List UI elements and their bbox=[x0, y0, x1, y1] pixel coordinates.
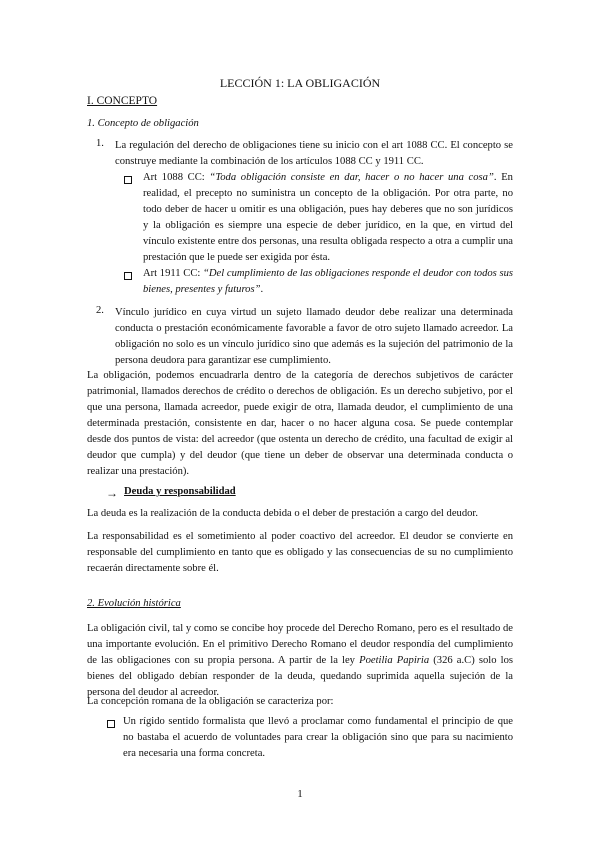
checkbox-bullet-icon bbox=[107, 720, 115, 728]
arrow-right-icon: → bbox=[106, 486, 118, 500]
paragraph-concepcion: La concepción romana de la obligación se caracteriza por: bbox=[87, 696, 334, 707]
list-number-2: 2. bbox=[96, 305, 104, 316]
paragraph-obligacion: La obligación, podemos encuadrarla dentro de la categoría de derechos subjetivos de carácter patrimonial, llamados derechos de crédito o derechos de obligación. Es un derecho subjetivo, por el que una persona, llamada acreedor, puede exigir de otra, llamada deudor, el cumplimiento de una determinada prestación, consistente en dar, hacer o no hacer alguna cosa. Se puede contemplar desde dos puntos de vista: del acreedor (que ostenta un derecho de crédito, una facultad de exigir al deudor que cumpla) y del deudor (que tiene un deber de observar una determinada conducta o realizar una prestación). bbox=[87, 370, 513, 477]
page-number: 1 bbox=[297, 788, 303, 800]
checkbox-bullet-icon bbox=[124, 176, 132, 184]
paragraph-responsabilidad: La responsabilidad es el sometimiento al poder coactivo del acreedor. El deudor se convierte en responsable del cumplimiento en tanto que es obligado y las consecuencias de su no cumplimiento recaerán directamente sobre él. bbox=[87, 531, 513, 574]
paragraph-deuda: La deuda es la realización de la conducta debida o el deber de prestación a cargo del deudor. bbox=[87, 508, 479, 519]
subheading-evolucion-historica: 2. Evolución histórica bbox=[87, 598, 181, 609]
list-item-1-text: La regulación del derecho de obligaciones tiene su inicio con el art 1088 CC. El concepto se construye mediante la combinación de los artículos 1088 CC y 1911 CC. bbox=[115, 140, 513, 167]
deuda-responsabilidad-heading: Deuda y responsabilidad bbox=[124, 486, 236, 497]
paragraph-historia: La obligación civil, tal y como se concibe hoy procede del Derecho Romano, pero es el resultado de una importante evolución. En el primitivo Derecho Romano el deudor respondía del cumplimiento de las obligaciones con su propia persona. A partir de la ley Poetilia Papiria (326 a.C) solo los bienes del obligado debían responder de la deuda, quedando suprimida aquella sujeción de la persona del deudor al acreedor. bbox=[87, 623, 513, 698]
bullet-formalismo: Un rígido sentido formalista que llevó a proclamar como fundamental el principio de que no bastaba el acuerdo de voluntades para crear la obligación sino que para su nacimiento era necesaria una forma concreta. bbox=[123, 716, 513, 759]
section-heading-concepto: I. CONCEPTO bbox=[87, 95, 158, 107]
bullet-art-1911: Art 1911 CC: “Del cumplimiento de las obligaciones responde el deudor con todos sus bienes, presentes y futuros”. bbox=[143, 268, 514, 295]
list-item-2-text: Vínculo jurídico en cuya virtud un sujeto llamado deudor debe realizar una determinada conducta o prestación económicamente favorable a favor de otro sujeto llamado acreedor. La obligación no solo es un vínculo jurídico sino que además es la sujeción del patrimonio de la persona deudora para garantizar ese cumplimiento. bbox=[115, 307, 513, 366]
subheading-concepto-obligacion: 1. Concepto de obligación bbox=[87, 118, 199, 129]
page-title: LECCIÓN 1: LA OBLIGACIÓN bbox=[219, 76, 381, 90]
list-number-1: 1. bbox=[96, 138, 104, 149]
checkbox-bullet-icon bbox=[124, 272, 132, 280]
bullet-art-1088: Art 1088 CC: “Toda obligación consiste en dar, hacer o no hacer una cosa”. En realidad, el precepto no suministra un concepto de la obligación. Por otra parte, no todo deber de hacer u omitir es una obligación, pues hay deberes que no son jurídicos y la obligación es siempre una especie de deber jurídico, en la que, en virtud del vínculo existente entre dos personas, una resulta obligada respecto a otra a cumplir una prestación que le puede ser exigida por ésta. bbox=[143, 172, 513, 263]
